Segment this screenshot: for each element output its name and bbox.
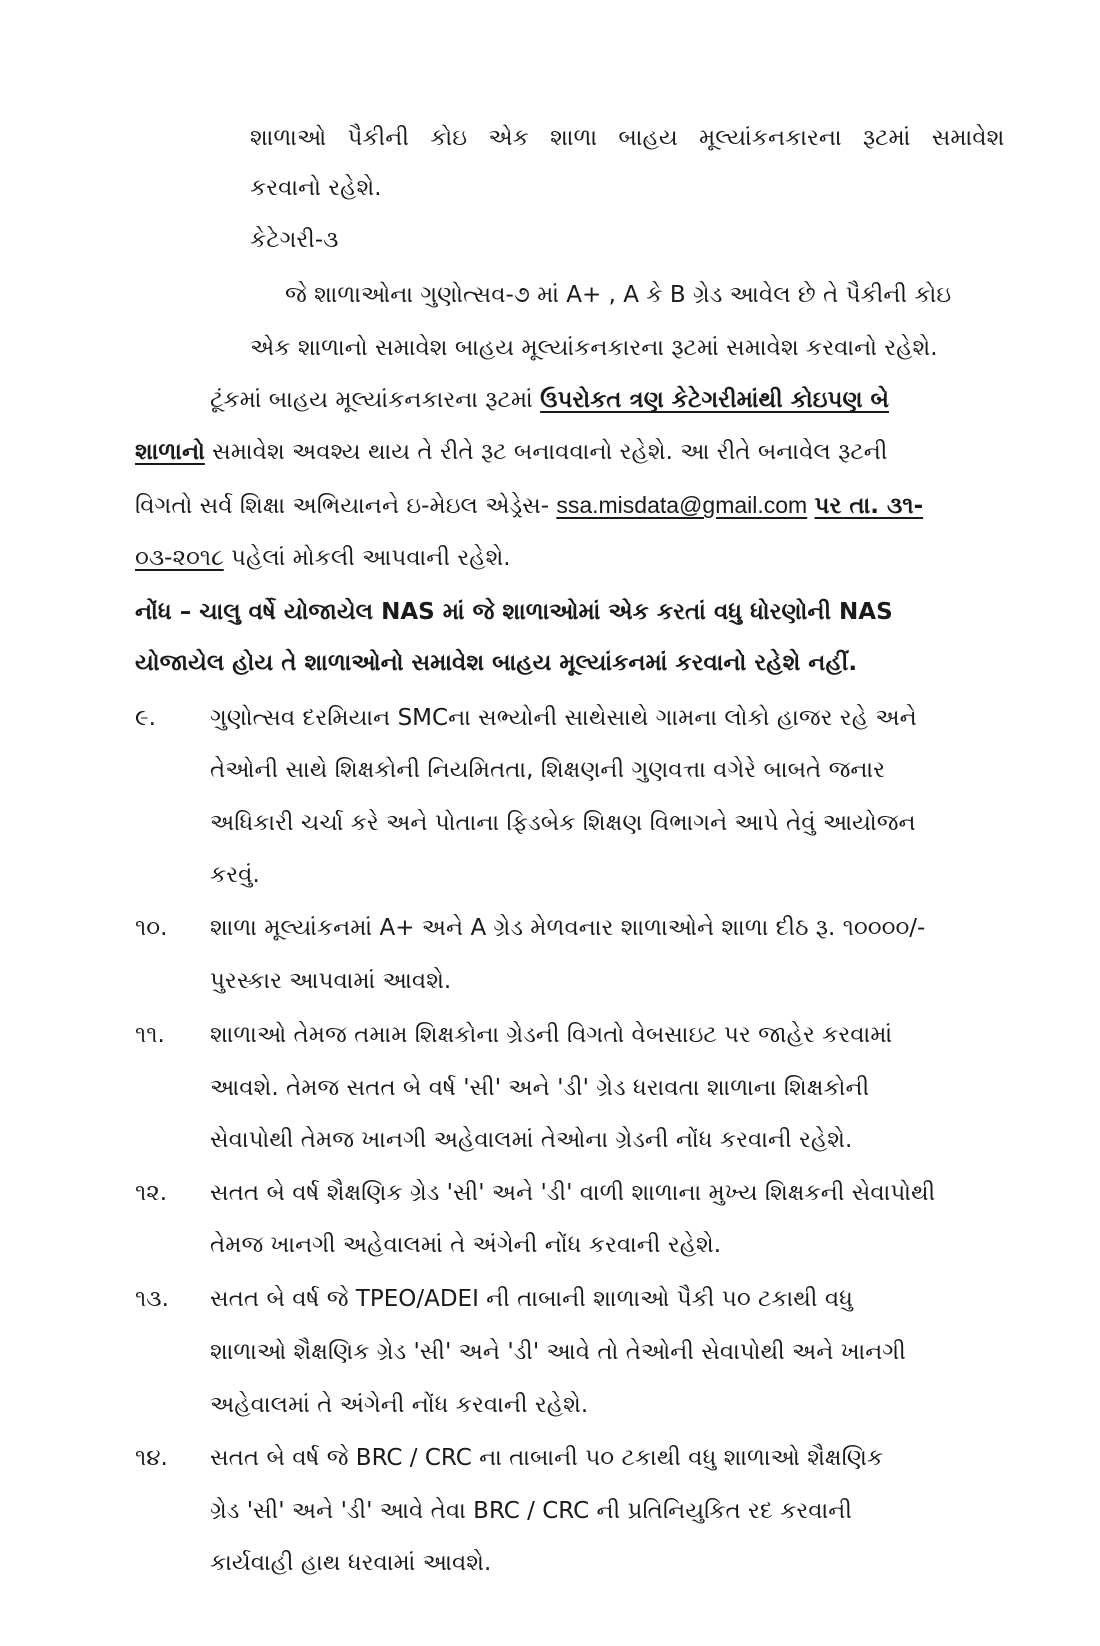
summary-line-4 bbox=[135, 543, 511, 573]
summary-date: ૦૩-૨૦૧૮ bbox=[135, 545, 224, 571]
item-12-number: ૧૨. bbox=[135, 1180, 168, 1206]
summary-line-3-bold: પર તા. ૩૧- bbox=[814, 493, 924, 519]
item-13-line-1: સતત બે વર્ષ જે TPEO/ADEI ની તાબાની શાળાઓ પૈકી ૫૦ ટકાથી વધુ bbox=[210, 1286, 853, 1312]
note-line-2: યોજાયેલ હોય તે શાળાઓનો સમાવેશ બાહય મૂલ્યાંકનમાં કરવાનો રહેશે નહીં. bbox=[135, 650, 858, 676]
item-13-line-2: શાળાઓ શૈક્ષણિક ગ્રેડ 'સી' અને 'ડી' આવે તો તેઓની સેવાપોથી અને ખાનગી bbox=[210, 1339, 906, 1365]
summary-line-4-rest: પહેલાં મોકલી આપવાની રહેશે. bbox=[231, 545, 511, 571]
category-3-line-1: જે શાળાઓના ગુણોત્સવ-૭ માં A+ , A કે B ગ્રેડ આવેલ છે તે પૈકીની કોઇ bbox=[285, 282, 952, 308]
item-9-line-1: ગુણોત્સવ દરમિયાન SMCના સભ્યોની સાથેસાથે ગામના લોકો હાજર રહે અને bbox=[210, 705, 917, 731]
category-3-line-2: એક શાળાનો સમાવેશ બાહય મૂલ્યાંકનકારના રૂટમાં સમાવેશ કરવાનો રહેશે. bbox=[250, 335, 938, 361]
item-10-number: ૧૦. bbox=[135, 915, 168, 941]
summary-line-1-start: ટૂંકમાં બાહય મૂલ્યાંકનકારના રૂટમાં bbox=[210, 387, 533, 413]
item-14-number: ૧૪. bbox=[135, 1445, 168, 1471]
item-12-line-2: તેમજ ખાનગી અહેવાલમાં તે અંગેની નોંધ કરવાની રહેશે. bbox=[210, 1232, 722, 1258]
item-10-line-1: શાળા મૂલ્યાંકનમાં A+ અને A ગ્રેડ મેળવનાર શાળાઓને શાળા દીઠ રૂ. ૧૦૦૦૦/- bbox=[210, 915, 926, 941]
item-13-line-3: અહેવાલમાં તે અંગેની નોંધ કરવાની રહેશે. bbox=[210, 1392, 589, 1418]
item-14-line-1: સતત બે વર્ષ જે BRC / CRC ના તાબાની ૫૦ ટકાથી વધુ શાળાઓ શૈક્ષણિક bbox=[210, 1445, 884, 1471]
summary-line-2-underlined: શાળાનો bbox=[135, 439, 205, 465]
note-line-1: નોંધ – ચાલુ વર્ષે યોજાયેલ NAS માં જે શાળાઓમાં એક કરતાં વધુ ધોરણોની NAS bbox=[135, 599, 893, 625]
cat2-line-1-content: શાળાઓ પૈકીની કોઇ એક શાળા બાહય મૂલ્યાંકનકારના રૂટમાં સમાવેશ bbox=[250, 125, 1005, 151]
summary-line-1 bbox=[210, 385, 889, 415]
item-9-line-2: તેઓની સાથે શિક્ષકોની નિયમિતતા, શિક્ષણની ગુણવત્તા વગેરે બાબતે જનાર bbox=[210, 757, 886, 783]
item-11-number: ૧૧. bbox=[135, 1022, 165, 1048]
summary-line-3 bbox=[135, 490, 923, 521]
item-10-line-2: પુરસ્કાર આપવામાં આવશે. bbox=[210, 968, 452, 994]
item-11-line-3: સેવાપોથી તેમજ ખાનગી અહેવાલમાં તેઓના ગ્રેડની નોંધ કરવાની રહેશે. bbox=[210, 1127, 853, 1153]
cat2-line-1-text bbox=[250, 123, 1030, 153]
item-9-line-4: કરવું. bbox=[210, 862, 260, 888]
summary-line-2 bbox=[135, 437, 887, 467]
item-14-line-3: કાર્યવાહી હાથ ધરવામાં આવશે. bbox=[210, 1550, 492, 1576]
email-address: ssa.misdata@gmail.com bbox=[556, 492, 808, 518]
cat2-line-2: કરવાનો રહેશે. bbox=[250, 175, 382, 201]
item-14-line-2: ગ્રેડ 'સી' અને 'ડી' આવે તેવા BRC / CRC ની પ્રતિનિયુકિત રદ કરવાની bbox=[210, 1498, 852, 1524]
cat2-line-1 bbox=[250, 123, 1030, 153]
item-11-line-2: આવશે. તેમજ સતત બે વર્ષ 'સી' અને 'ડી' ગ્રેડ ધરાવતા શાળાના શિક્ષકોની bbox=[210, 1075, 870, 1101]
item-13-number: ૧૩. bbox=[135, 1286, 169, 1312]
item-11-line-1: શાળાઓ તેમજ તમામ શિક્ષકોના ગ્રેડની વિગતો વેબસાઇટ પર જાહેર કરવામાં bbox=[210, 1022, 893, 1048]
summary-line-2-rest: સમાવેશ અવશ્ય થાય તે રીતે રૂટ બનાવવાનો રહેશે. આ રીતે બનાવેલ રૂટની bbox=[212, 439, 888, 465]
item-9-line-3: અધિકારી ચર્ચા કરે અને પોતાના ફિડબેક શિક્ષણ વિભાગને આપે તેવું આયોજન bbox=[210, 810, 916, 836]
summary-line-3-start: વિગતો સર્વ શિક્ષા અભિયાનને ઇ-મેઇલ એડ્રેસ- bbox=[135, 493, 550, 519]
category-3-heading: કેટેગરી-૩ bbox=[250, 227, 339, 253]
summary-line-1-underlined: ઉપરોકત ત્રણ કેટેગરીમાંથી કોઇપણ બે bbox=[540, 387, 889, 413]
item-9-number: ૯. bbox=[135, 705, 156, 731]
item-12-line-1: સતત બે વર્ષ શૈક્ષણિક ગ્રેડ 'સી' અને 'ડી' વાળી શાળાના મુખ્ય શિક્ષકની સેવાપોથી bbox=[210, 1180, 936, 1206]
